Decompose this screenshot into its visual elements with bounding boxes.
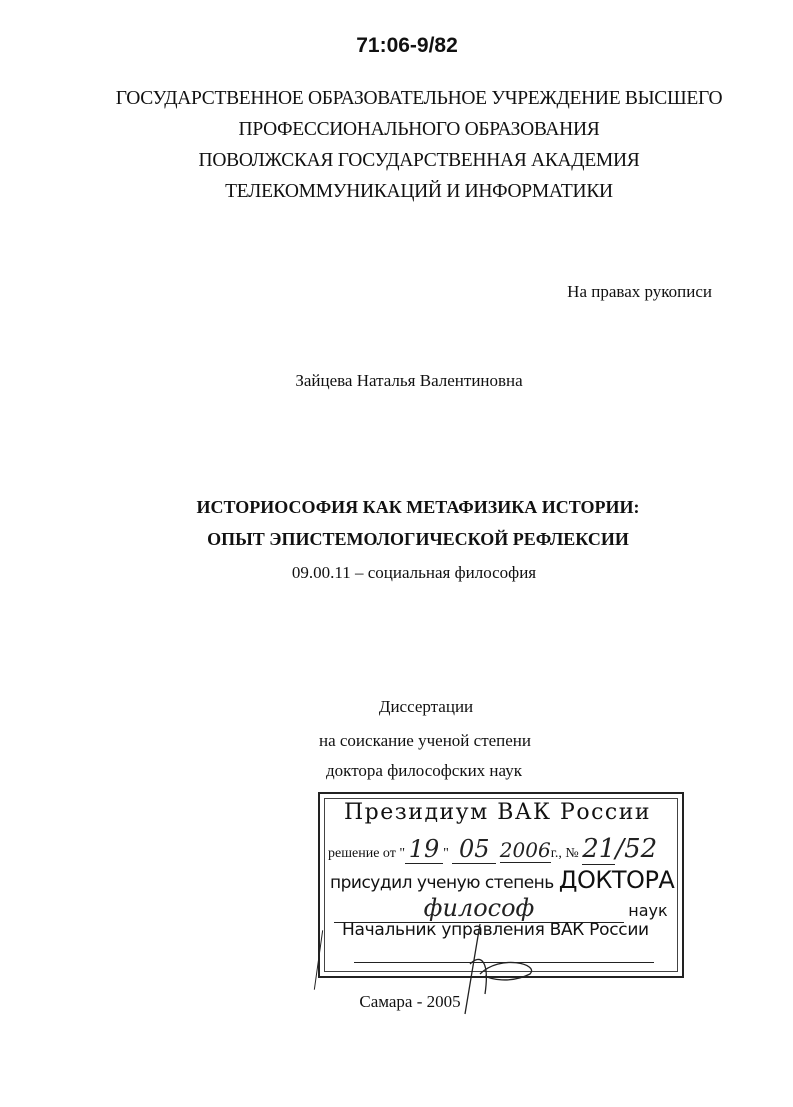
stamp-degree-word: ДОКТОРА: [558, 866, 675, 894]
stamp-year: 2006: [499, 838, 551, 862]
stamp-field-suffix: наук: [628, 901, 668, 920]
stamp-heading: Президиум ВАК России: [344, 800, 652, 825]
vak-stamp: [318, 792, 684, 978]
catalog-code: 71:06-9/82: [356, 34, 458, 57]
stamp-awarded-line: [330, 866, 674, 894]
stamp-decision-line: [328, 834, 657, 865]
stamp-year-suffix: г., №: [550, 846, 579, 861]
author-name: Зайцева Наталья Валентиновна: [295, 371, 523, 390]
stamp-month: 05: [452, 835, 496, 864]
manuscript-note: На правах рукописи: [567, 282, 712, 301]
institution-line-1: ГОСУДАРСТВЕННОЕ ОБРАЗОВАТЕЛЬНОЕ УЧРЕЖДЕНИЕ ВЫСШЕГО: [115, 88, 723, 109]
degree-line-3: доктора философских наук: [326, 761, 522, 780]
degree-line-1: Диссертации: [378, 697, 474, 716]
stamp-decision-label: решение от ": [328, 846, 406, 861]
institution-line-3: ПОВОЛЖСКАЯ ГОСУДАРСТВЕННАЯ АКАДЕМИЯ: [198, 150, 640, 171]
institution-line-2: ПРОФЕССИОНАЛЬНОГО ОБРАЗОВАНИЯ: [238, 119, 600, 140]
specialty: 09.00.11 – социальная философия: [291, 563, 537, 582]
stamp-number-suffix: /52: [615, 834, 658, 864]
stamp-day: 19: [405, 835, 443, 864]
place-year: Самара - 2005: [359, 992, 461, 1011]
stamp-number: 21: [582, 834, 616, 864]
degree-line-2: на соискание ученой степени: [318, 731, 532, 750]
stamp-awarded: присудил ученую степень: [330, 873, 554, 893]
title-line-1: ИСТОРИОСОФИЯ КАК МЕТАФИЗИКА ИСТОРИИ:: [196, 497, 640, 517]
stamp-chief: Начальник управления ВАК России: [342, 920, 649, 940]
stamp-quote: ": [443, 846, 449, 861]
institution-line-4: ТЕЛЕКОММУНИКАЦИЙ И ИНФОРМАТИКИ: [225, 181, 613, 202]
title-line-2: ОПЫТ ЭПИСТЕМОЛОГИЧЕСКОЙ РЕФЛЕКСИИ: [207, 529, 629, 549]
stamp-field: философ: [334, 894, 624, 923]
